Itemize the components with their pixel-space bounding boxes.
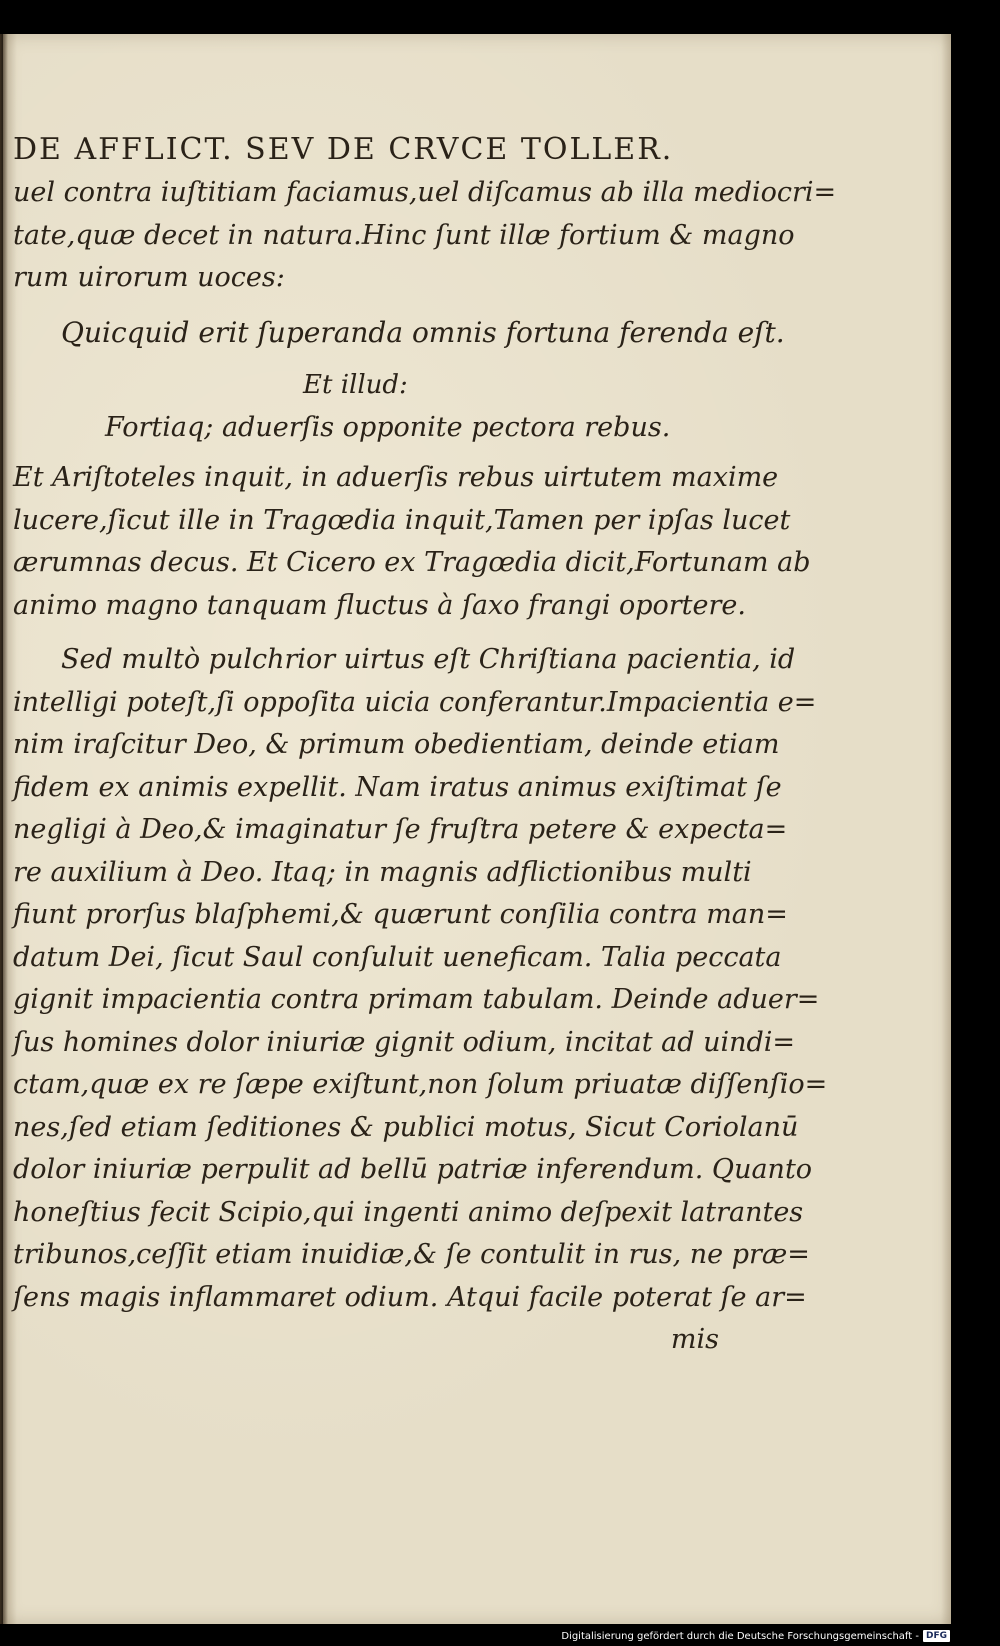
text-line: gignit impacientia contra primam tabulam. Deinde aduer= [13, 984, 820, 1015]
text-line: rum uirorum uoces: [13, 262, 285, 293]
text-line: nes,ſed etiam ſeditiones & publici motus, Sicut Coriolanū [13, 1111, 799, 1143]
text-line: ſens magis inflammaret odium. Atqui facile poterat ſe ar= [13, 1281, 807, 1313]
text-line: ctam,quæ ex re ſæpe exiſtunt,non ſolum priuatæ diſſenſio= [13, 1069, 828, 1100]
text-line: intelligi poteſt,ſi oppoſita uicia conferantur.Impacientia e= [13, 686, 817, 718]
verse-quotation-2: Fortiaq; aduerſis opponite pectora rebus. [105, 411, 671, 443]
verse-quotation-1: Quicquid erit ſuperanda omnis fortuna ferenda eſt. [61, 315, 785, 349]
text-line: fiunt prorſus blaſphemi,& quærunt conſilia contra man= [13, 899, 788, 930]
text-line: honeſtius fecit Scipio,qui ingenti animo deſpexit latrantes [13, 1196, 804, 1228]
page-text-block [13, 130, 837, 1362]
catchword: mis [670, 1324, 719, 1355]
paragraph-gap [13, 627, 743, 639]
text-line: fidem ex animis expellit. Nam iratus animus exiſtimat ſe [13, 771, 782, 803]
text-line: negligi à Deo,& imaginatur ſe fruſtra petere & expecta= [13, 814, 788, 845]
text-line: re auxilium à Deo. Itaq; in magnis adflictionibus multi [13, 856, 752, 888]
dfg-logo: DFG [923, 1630, 950, 1642]
text-line: nim iraſcitur Deo, & primum obedientiam, deinde etiam [13, 729, 780, 760]
et-illud-line: Et illud: [303, 370, 408, 400]
text-line: dolor iniuriæ perpulit ad bellū patriæ inferendum. Quanto [13, 1154, 813, 1185]
funding-footer [561, 1630, 950, 1642]
text-line: tribunos,ceſſit etiam inuidiæ,& ſe contulit in rus, ne præ= [13, 1239, 810, 1270]
text-line: lucere,ſicut ille in Tragœdia inquit,Tamen per ipſas lucet [13, 504, 791, 536]
text-line: Et Ariſtoteles inquit, in aduerſis rebus uirtutem maxime [13, 462, 779, 493]
text-line: ærumnas decus. Et Cicero ex Tragœdia dicit,Fortunam ab [13, 547, 811, 578]
text-line: datum Dei, ſicut Saul conſuluit ueneficam. Talia peccata [13, 941, 782, 973]
scanned-page [3, 34, 951, 1624]
text-line: animo magno tanquam fluctus à ſaxo frangi oportere. [13, 589, 746, 621]
text-line: Sed multò pulchrior uirtus eſt Chriſtiana pacientia, id [61, 644, 796, 675]
paragraph-2 [13, 457, 811, 627]
paragraph-1 [13, 172, 837, 300]
page-spine-shadow [0, 34, 8, 1624]
running-head: DE AFFLICT. SEV DE CRVCE TOLLER. [13, 132, 674, 167]
footer-text: Digitalisierung gefördert durch die Deutsche Forschungsgemeinschaft - [561, 1630, 919, 1642]
text-line: ſus homines dolor iniuriæ gignit odium, incitat ad uindi= [13, 1026, 796, 1058]
paragraph-3 [13, 639, 828, 1319]
text-line: tate,quæ decet in natura.Hinc ſunt illæ fortium & magno [13, 219, 795, 251]
text-line: uel contra iuſtitiam faciamus,uel diſcamus ab illa mediocri= [13, 177, 837, 208]
